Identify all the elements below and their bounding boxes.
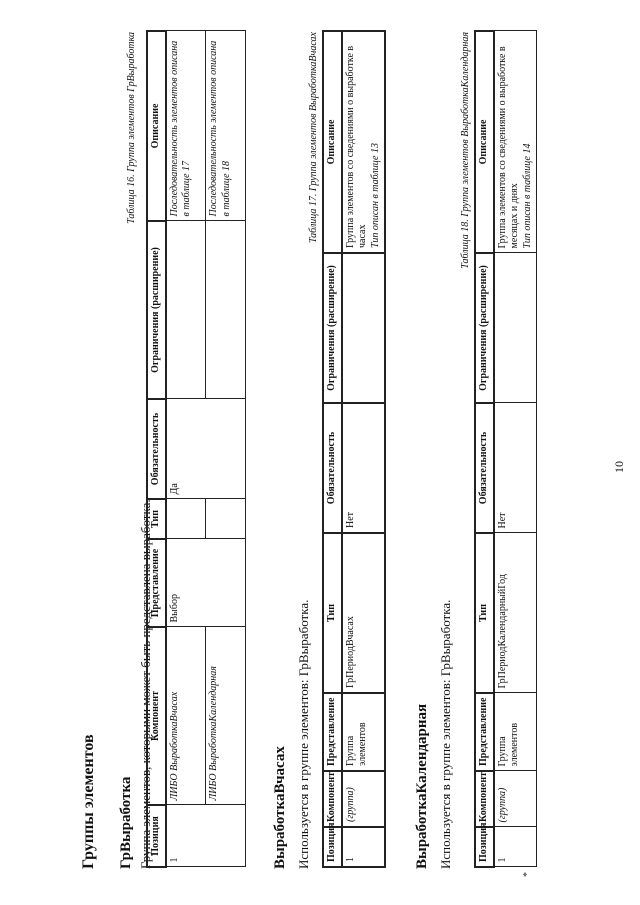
description-type-ref: Тип описан в таблице 14	[521, 143, 533, 249]
col-header-component: Компонент	[475, 771, 494, 827]
cell-required: Нет	[494, 403, 537, 533]
cell-component: ЛИБО ВыработкаКалендарная	[206, 627, 246, 805]
col-header-type: Тип	[323, 533, 342, 693]
group-title-vyrabotka: ГрВыработка	[118, 776, 134, 869]
cell-required: Да	[166, 399, 246, 499]
group-title-vyrabotka-kalendarnaya: ВыработкаКалендарная	[414, 703, 430, 869]
cell-view: Группа элементов	[494, 693, 537, 771]
table-18-caption: Таблица 18. Группа элементов ВыработкаКалендарная	[460, 32, 471, 269]
cell-description: Последовательность элементов описана в таблице 17	[166, 31, 206, 221]
table-header-row	[475, 31, 494, 867]
col-header-component: Компонент	[147, 627, 166, 805]
cell-component: (группа)	[342, 771, 386, 827]
col-header-position: Позиция	[323, 827, 342, 867]
table-18	[474, 30, 537, 868]
cell-component: (группа)	[494, 771, 537, 827]
col-header-limits: Ограничения (расширение)	[323, 253, 342, 403]
group-intro-vyrabotka-vchasah: Используется в группе элементов: ГрВыработка.	[296, 599, 311, 869]
col-header-required: Обязательность	[147, 399, 166, 499]
col-header-description: Описание	[475, 31, 494, 253]
description-line: Группа элементов со сведениями о выработке в часах	[344, 45, 368, 248]
stray-mark: *	[522, 872, 533, 877]
col-header-view: Представление	[323, 693, 342, 771]
table-16-caption: Таблица 16. Группа элементов ГрВыработка	[126, 32, 137, 224]
cell-type: ГрПериодКалендарныйГод	[494, 533, 537, 693]
cell-limits	[494, 253, 537, 403]
section-title: Группы элементов	[80, 734, 97, 869]
col-header-component: Компонент	[323, 771, 342, 827]
col-header-required: Обязательность	[323, 403, 342, 533]
cell-position: 1	[494, 827, 537, 867]
table-17	[322, 30, 386, 868]
cell-type	[166, 499, 206, 539]
col-header-view: Представление	[475, 693, 494, 771]
group-intro-vyrabotka-kalendarnaya: Используется в группе элементов: ГрВыработка.	[438, 599, 453, 869]
cell-limits	[206, 221, 246, 399]
col-header-type: Тип	[475, 533, 494, 693]
cell-position: 1	[166, 805, 246, 867]
col-header-limits: Ограничения (расширение)	[147, 221, 166, 399]
col-header-position: Позиция	[475, 827, 494, 867]
col-header-type: Тип	[147, 499, 166, 539]
cell-type: ГрПериодВчасах	[342, 533, 386, 693]
col-header-description: Описание	[147, 31, 166, 221]
table-header-row	[147, 31, 166, 867]
cell-position: 1	[342, 827, 386, 867]
cell-view: Группа элементов	[342, 693, 386, 771]
table-row	[166, 31, 206, 867]
cell-limits	[166, 221, 206, 399]
cell-type	[206, 499, 246, 539]
group-intro-vyrabotka: Группа элементов, которыми может быть представлена выработка.	[138, 499, 153, 869]
table-17-caption: Таблица 17. Группа элементов ВыработкаВчасах	[308, 32, 319, 244]
col-header-view: Представление	[147, 539, 166, 627]
group-title-vyrabotka-vchasah: ВыработкаВчасах	[272, 746, 288, 869]
cell-description	[342, 31, 386, 253]
table-16	[146, 30, 246, 868]
col-header-description: Описание	[323, 31, 342, 253]
description-line: Группа элементов со сведениями о выработке в месяцах и днях	[496, 46, 520, 249]
cell-component: ЛИБО ВыработкаВчасах	[166, 627, 206, 805]
cell-description	[494, 31, 537, 253]
description-type-ref: Тип описан в таблице 13	[369, 143, 381, 248]
page-number: 10	[612, 461, 626, 473]
table-header-row	[323, 31, 342, 867]
cell-limits	[342, 253, 386, 403]
table-row	[342, 31, 386, 867]
table-row	[494, 31, 537, 867]
cell-required: Нет	[342, 403, 386, 533]
col-header-limits: Ограничения (расширение)	[475, 253, 494, 403]
cell-description: Последовательность элементов описана в таблице 18	[206, 31, 246, 221]
col-header-required: Обязательность	[475, 403, 494, 533]
cell-view: Выбор	[166, 539, 246, 627]
col-header-position: Позиция	[147, 805, 166, 867]
